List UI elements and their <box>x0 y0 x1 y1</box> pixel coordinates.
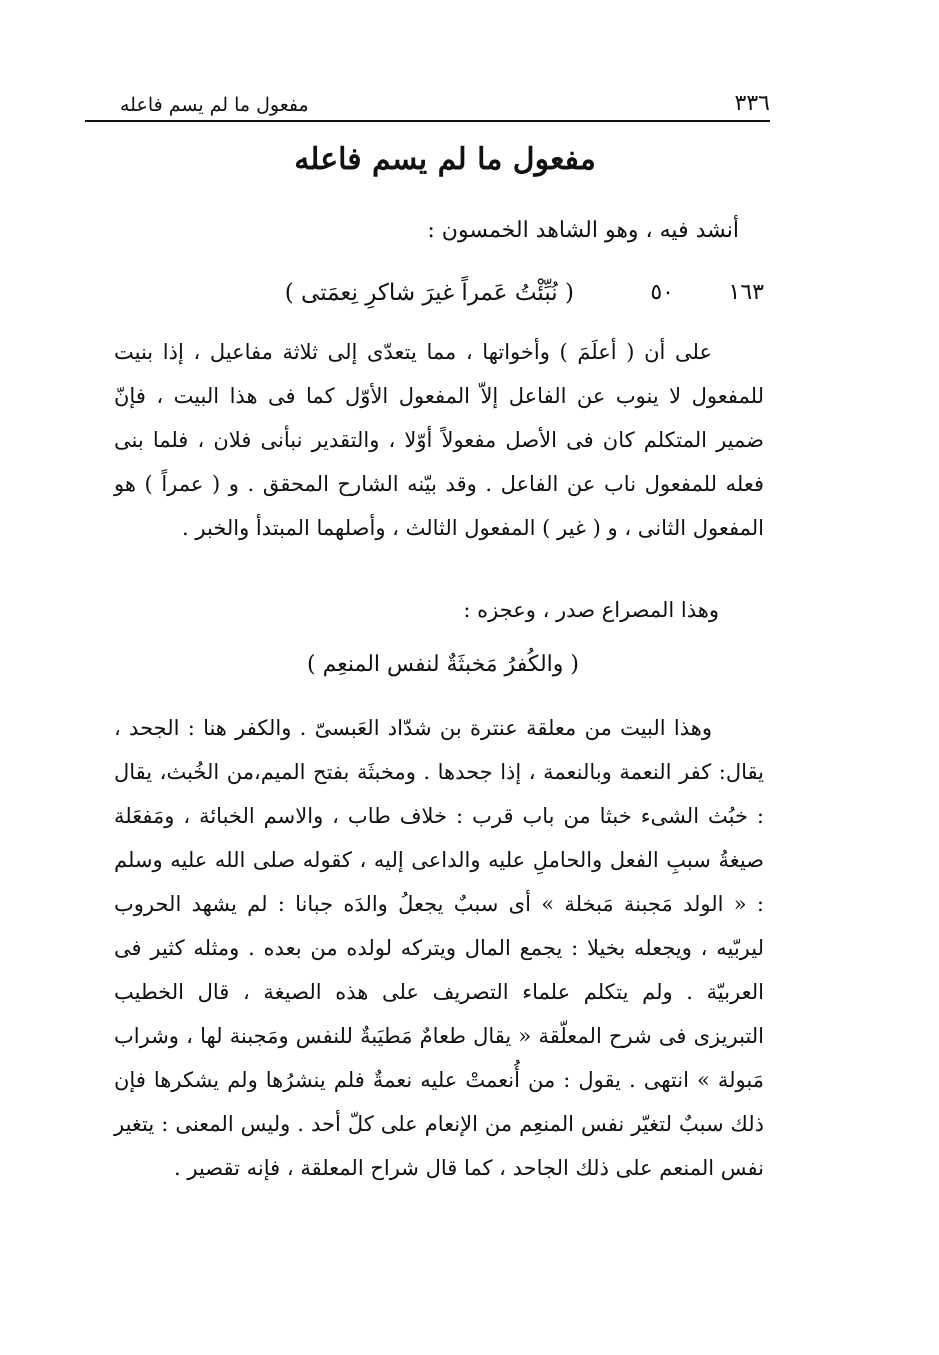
hemistich-intro: وهذا المصراع صدر ، وعجزه : <box>463 598 719 622</box>
entry-number: ١٦٣ <box>728 280 764 305</box>
chapter-title: مفعول ما لم يسم فاعله <box>294 142 596 177</box>
header-rule <box>85 120 770 122</box>
page-number: ٣٣٦ <box>734 91 770 116</box>
verse-text: ( نُبِّئْتُ عَمراً غيرَ شاكرِ نِعمَتى ) <box>284 280 574 306</box>
body-block-1 <box>114 330 764 550</box>
running-header <box>120 80 770 116</box>
intro-line: أنشد فيه ، وهو الشاهد الخمسون : <box>427 218 739 243</box>
verse-row <box>114 280 764 320</box>
verse-number: ٥٠ <box>650 280 674 305</box>
body-block-2 <box>114 706 764 1190</box>
paragraph-1: على أن ( أعلَمَ ) وأخواتها ، مما يتعدّى إلى ثلاثة مفاعيل ، إذا بنيت للمفعول لا ينوب عن الفاعل إلاّ المفعول الأوّل كما فى هذا البيت ، فإنّ ضمير المتكلم كان فى الأصل مفعولاً أوّلا ، والتقدير نبأنى فلان ، فلما بنى فعله للمفعول ناب عن الفاعل . وقد بيّنه الشارح المحقق . و ( عمراً ) هو المفعول الثانى ، و ( غير ) المفعول الثالث ، وأصلهما المبتدأ والخبر . <box>114 340 764 540</box>
hemistich: ( والكُفرُ مَخبثَةٌ لنفس المنعِم ) <box>307 652 579 677</box>
paragraph-2: وهذا البيت من معلقة عنترة بن شدّاد العَبسىّ . والكفر هنا : الجحد ، يقال: كفر النعمة وبالنعمة ، إذا جحدها . ومخبثَة بفتح الميم،من الخُبث، يقال : خبُث الشىء خبثا من باب قرب : خلاف طاب ، والاسم الخبائة ، ومَفعَلة صيغةُ سببِ الفعل والحاملِ عليه والداعى إليه ، كقوله صلى الله عليه وسلم : « الولد مَجبنة مَبخلة » أى سببٌ يجعلُ والدَه جبانا : لم يشهد الحروب ليربّيه ، ويجعله بخيلا : يجمع المال ويتركه لولده من بعده . ومثله كثير فى العربيّة . ولم يتكلم علماء التصريف على هذه الصيغة ، قال الخطيب التبريزى فى شرح المعلّقة « يقال طعامٌ مَطيَبةٌ للنفس ومَجبنة لها ، وشراب مَبولة » انتهى . يقول : من أُنعمتْ عليه نعمةٌ فلم ينشرُها ولم يشكرها فإن ذلك سببٌ لتغيّر نفس المنعِم من الإنعام على كلّ أحد . وليس المعنى : يتغير نفس المنعم على ذلك الجاحد ، كما قال شراح المعلقة ، فإنه تقصير . <box>114 716 764 1180</box>
running-title: مفعول ما لم يسم فاعله <box>120 94 309 116</box>
